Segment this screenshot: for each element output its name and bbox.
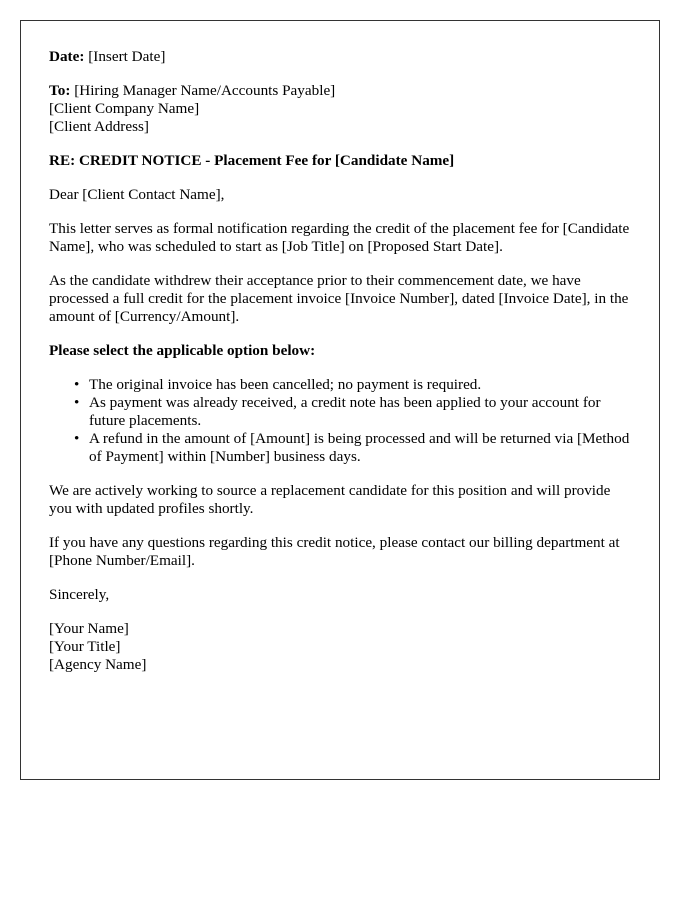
recipient-block [49,82,631,136]
signature-name: [Your Name] [49,620,129,637]
notification-paragraph: This letter serves as formal notification regarding the credit of the placement fee for [Candidate Name], who was scheduled to start as [Job Title] on [Proposed Start Date]. [49,220,630,255]
recipient-company: [Client Company Name] [49,100,200,117]
salutation: Dear [Client Contact Name], [49,186,225,203]
signature-block [49,620,631,674]
date-label: Date: [49,48,85,65]
date-line [49,48,631,66]
bullet-icon: • [74,394,80,411]
signature-title: [Your Title] [49,638,121,655]
recipient-address: [Client Address] [49,118,149,135]
option-text: As payment was already received, a credit note has been applied to your account for future placements. [89,394,601,429]
date-value: [Insert Date] [84,48,166,65]
options-list [49,376,631,466]
options-heading: Please select the applicable option below: [49,342,316,359]
credit-notice-letter [20,20,660,780]
option-item [74,376,631,394]
replacement-paragraph: We are actively working to source a replacement candidate for this position and will provide you with updated profiles shortly. [49,482,611,517]
option-item [74,394,631,430]
subject-line: RE: CREDIT NOTICE - Placement Fee for [Candidate Name] [49,152,455,169]
bullet-icon: • [74,430,80,447]
recipient-label: To: [49,82,71,99]
signature-agency: [Agency Name] [49,656,147,673]
option-item [74,430,631,466]
option-text: A refund in the amount of [Amount] is being processed and will be returned via [Method of Payment] within [Number] business days. [89,430,630,465]
contact-paragraph: If you have any questions regarding this credit notice, please contact our billing department at [Phone Number/Email]. [49,534,620,569]
recipient-name: [Hiring Manager Name/Accounts Payable] [70,82,336,99]
recipient-name-line [49,82,631,100]
bullet-icon: • [74,376,80,393]
signoff: Sincerely, [49,586,110,603]
credit-details-paragraph: As the candidate withdrew their acceptance prior to their commencement date, we have processed a full credit for the placement invoice [Invoice Number], dated [Invoice Date], in the amount of [Currency/Amount]. [49,272,629,325]
option-text: The original invoice has been cancelled; no payment is required. [89,376,482,393]
